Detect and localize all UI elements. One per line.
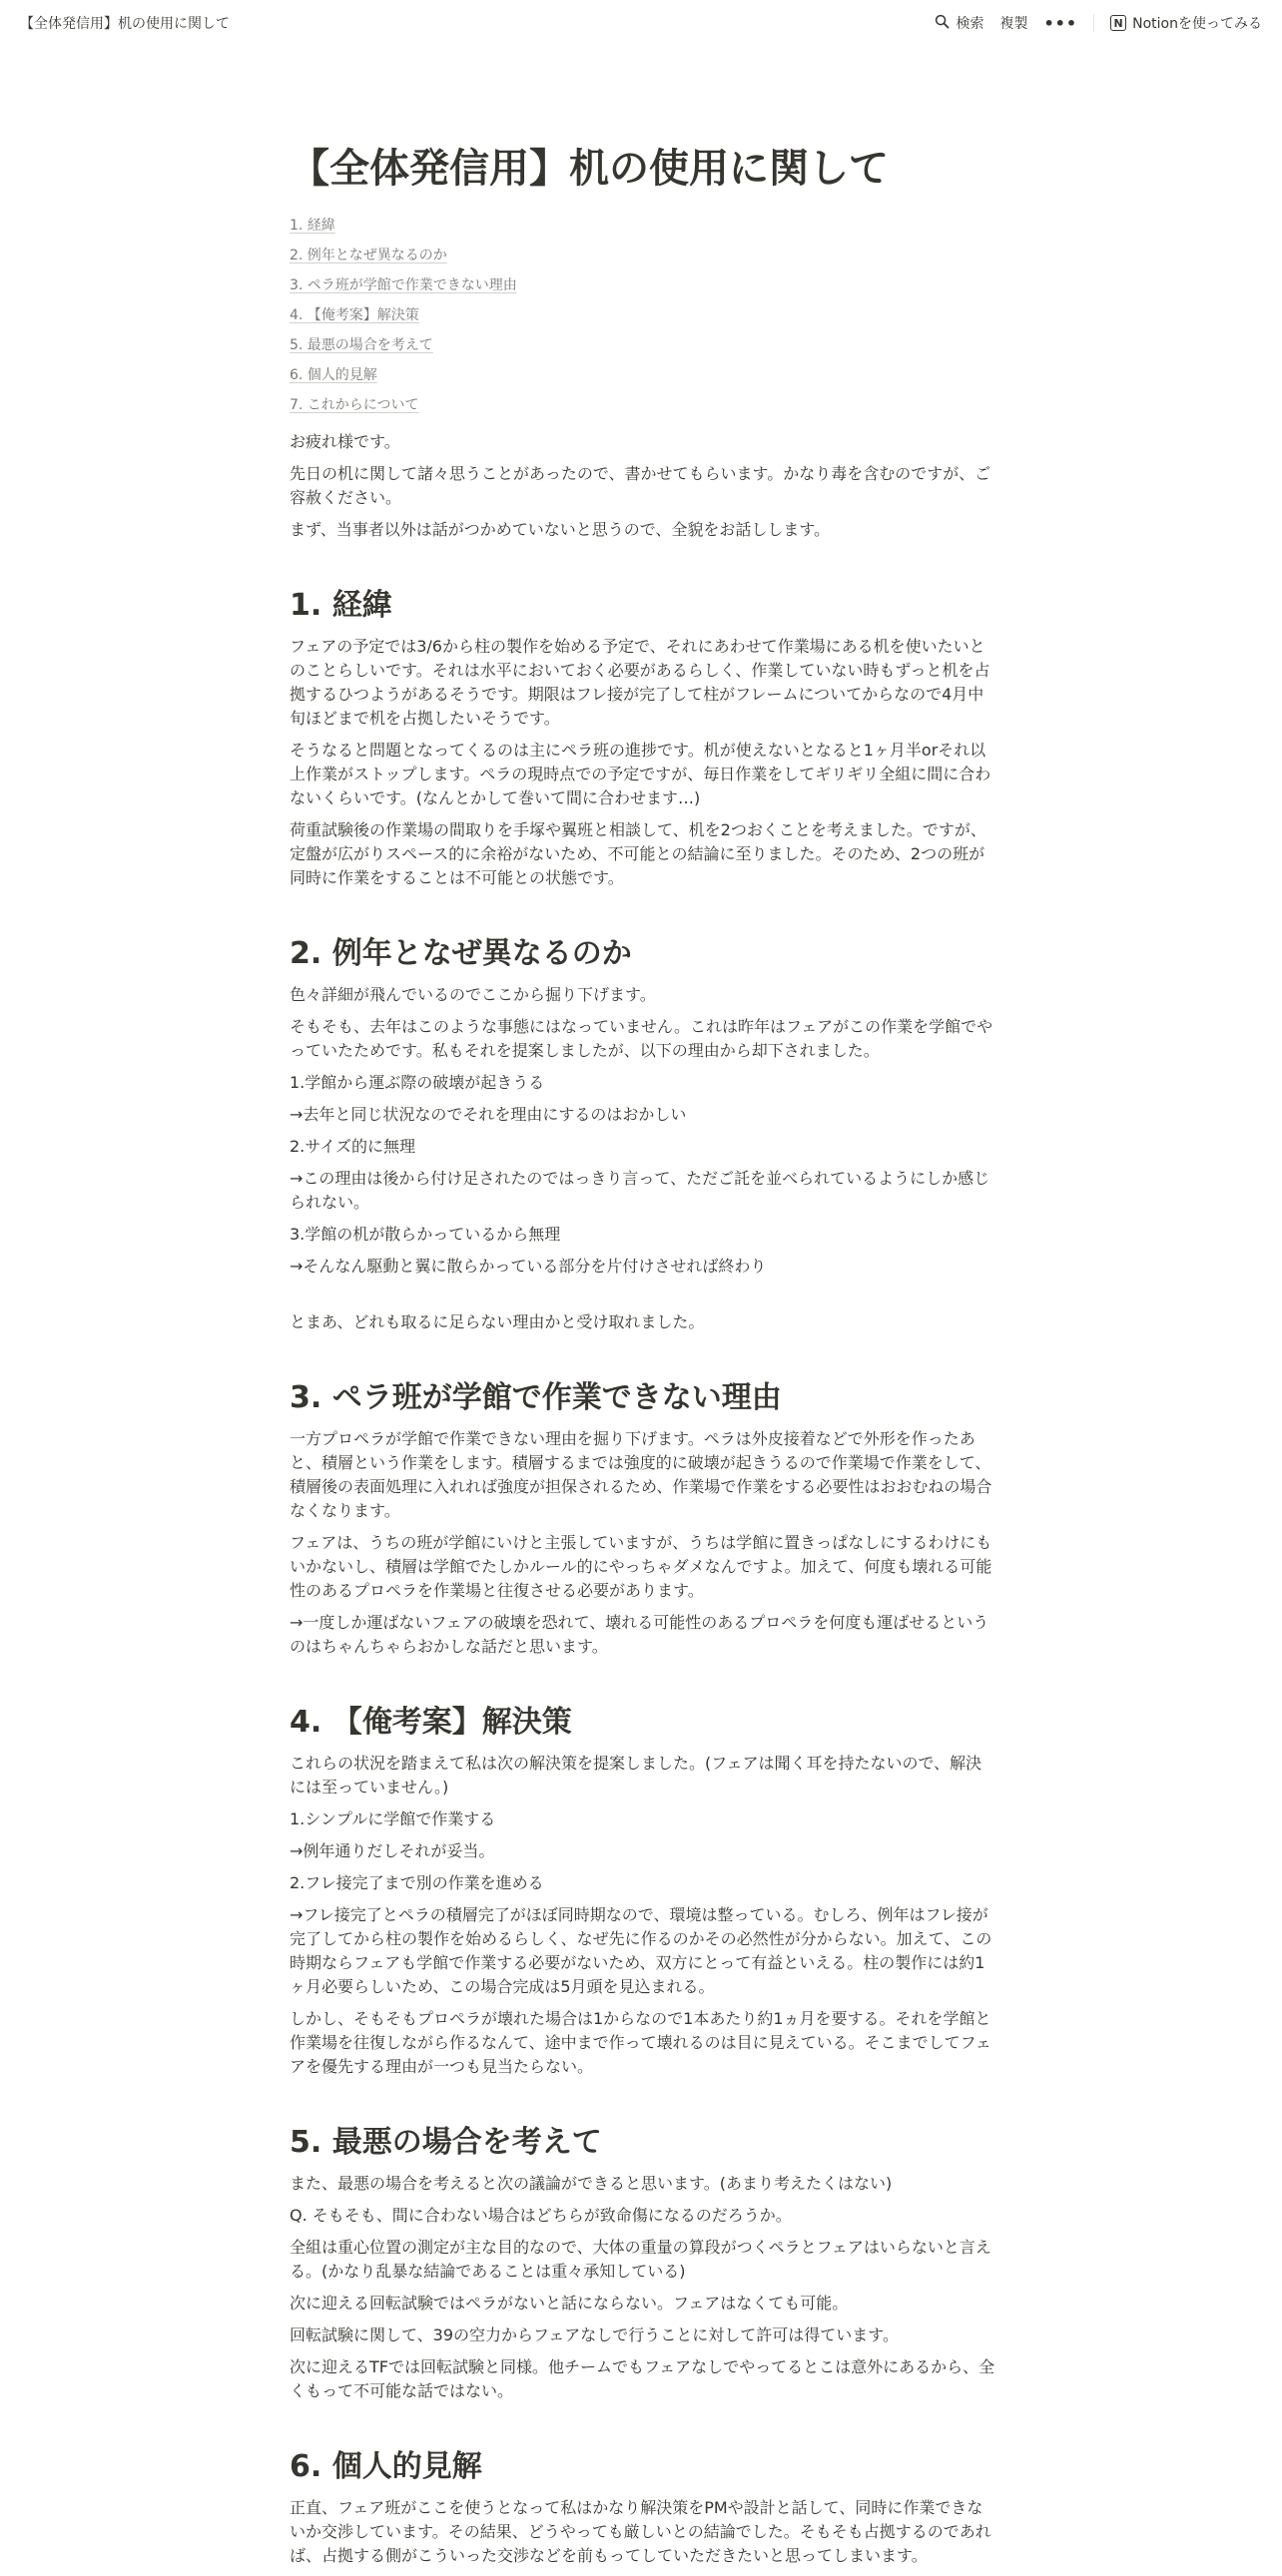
paragraph: そもそも、去年はこのような事態にはなっていません。これは昨年はフェアがこの作業を学館でやっていたためです。私もそれを提案しましたが、以下の理由から却下されました。 bbox=[290, 1017, 993, 1060]
paragraph: 回転試験に関して、39の空力からフェアなしで行うことに対して許可は得ています。 bbox=[290, 2325, 899, 2344]
section-heading: 1. 経緯 bbox=[290, 588, 392, 623]
paragraph: 次に迎える回転試験ではペラがないと話にならない。フェアはなくても可能。 bbox=[290, 2294, 849, 2313]
paragraph: 色々詳細が飛んでいるのでここから掘り下げます。 bbox=[290, 985, 656, 1004]
duplicate-button[interactable] bbox=[999, 13, 1027, 33]
more-icon: ••• bbox=[1043, 13, 1078, 33]
section-heading: 5. 最悪の場合を考えて bbox=[290, 2125, 602, 2160]
paragraph: 一方プロペラが学館で作業できない理由を掘り下げます。ペラは外皮接着などで外形を作ったあと、積層という作業をします。積層するまでは強度的に破壊が起きうるので作業場で作業をして、積層後の表面処理に入れれば強度が担保されるため、作業場で作業をする必要性はおおむねの場合なくなります。 bbox=[290, 1429, 992, 1520]
paragraph: 荷重試験後の作業場の間取りを手塚や翼班と相談して、机を2つおくことを考えました。ですが、定盤が広がりスペース的に余裕がないため、不可能との結論に至りました。そのため、2つの班が同時に作業をすることは不可能との状態です。 bbox=[290, 820, 986, 887]
duplicate-label: 複製 bbox=[999, 16, 1028, 32]
search-label: 検索 bbox=[956, 16, 984, 32]
toc-link[interactable]: 4. 【俺考案】解決策 bbox=[290, 307, 419, 323]
paragraph: これらの状況を踏まえて私は次の解決策を提案しました。(フェアは聞く耳を持たないので、解決には至っていません。) bbox=[290, 1754, 982, 1797]
top-bar bbox=[0, 0, 1282, 46]
paragraph: 次に迎えるTFでは回転試験と同様。他チームでもフェアなしでやってるとこは意外にあるから、全くもって不可能な話ではない。 bbox=[290, 2357, 995, 2400]
page-title: 【全体発信用】机の使用に関して bbox=[290, 146, 889, 192]
paragraph: 2.サイズ的に無理 bbox=[290, 1137, 415, 1156]
section-heading: 2. 例年となぜ異なるのか bbox=[290, 936, 632, 971]
paragraph: 全組は重心位置の測定が主な目的なので、大体の重量の算段がつくペラとフェアはいらないと言える。(かなり乱暴な結論であることは重々承知している) bbox=[290, 2238, 991, 2281]
topbar-actions bbox=[935, 13, 1262, 33]
page-content bbox=[290, 145, 996, 2576]
paragraph: Q. そもそも、間に合わない場合はどちらが致命傷になるのだろうか。 bbox=[290, 2206, 792, 2225]
toc-link[interactable]: 2. 例年となぜ異なるのか bbox=[290, 248, 447, 263]
search-button[interactable] bbox=[935, 13, 983, 33]
paragraph: しかし、そもそもプロペラが壊れた場合は1からなので1本あたり約1ヵ月を要する。それを学館と作業場を往復しながら作るなんて、途中まで作って壊れるのは目に見えている。そこまでしてフェアを優先する理由が一つも見当たらない。 bbox=[290, 2009, 991, 2076]
paragraph: そうなると問題となってくるのは主にペラ班の進捗です。机が使えないとなると1ヶ月半orそれ以上作業がストップします。ペラの現時点での予定ですが、毎日作業をしてギリギリ全組に間に合わないくらいです。(なんとかして巻いて間に合わせます…) bbox=[290, 741, 991, 807]
topbar-divider bbox=[1093, 14, 1094, 32]
paragraph: フェアは、うちの班が学館にいけと主張していますが、うちは学館に置きっぱなしにするわけにもいかないし、積層は学館でたしかルール的にやっちゃダメなんですよ。加えて、何度も壊れる可能性のあるプロペラを作業場と往復させる必要があります。 bbox=[290, 1533, 992, 1600]
empty-paragraph bbox=[290, 1287, 996, 1310]
paragraph: 正直、フェア班がここを使うとなって私はかなり解決策をPMや設計と話して、同時に作業できないか交渉しています。その結果、どうやっても厳しいとの結論でした。そもそも占拠するのであれば、占拠する側がこういった交渉などを前もってしていただきたいと思ってしまいます。 bbox=[290, 2498, 991, 2565]
paragraph: また、最悪の場合を考えると次の議論ができると思います。(あまり考えたくはない) bbox=[290, 2174, 893, 2193]
toc-link[interactable]: 1. 経緯 bbox=[290, 218, 335, 234]
toc-link[interactable]: 5. 最悪の場合を考えて bbox=[290, 337, 433, 353]
paragraph: 先日の机に関して諸々思うことがあったので、書かせてもらいます。かなり毒を含むのですが、ご容赦ください。 bbox=[290, 464, 991, 507]
paragraph: →例年通りだしそれが妥当。 bbox=[290, 1841, 495, 1860]
more-options-button[interactable] bbox=[1043, 14, 1077, 33]
paragraph: →そんなん駆動と翼に散らかっている部分を片付けさせれば終わり bbox=[290, 1257, 767, 1276]
paragraph: →一度しか運ばないフェアの破壊を恐れて、壊れる可能性のあるプロペラを何度も運ばせるというのはちゃんちゃらおかしな話だと思います。 bbox=[290, 1613, 989, 1656]
paragraph: →この理由は後から付け足されたのではっきり言って、ただご託を並べられているようにしか感じられない。 bbox=[290, 1169, 990, 1212]
notion-logo-icon: N bbox=[1110, 15, 1126, 31]
section-heading: 6. 個人的見解 bbox=[290, 2449, 482, 2484]
search-icon bbox=[935, 14, 950, 33]
paragraph: →去年と同じ状況なのでそれを理由にするのはおかしい bbox=[290, 1105, 687, 1124]
section-heading: 4. 【俺考案】解決策 bbox=[290, 1705, 572, 1740]
toc-link[interactable]: 7. これからについて bbox=[290, 397, 419, 413]
table-of-contents bbox=[290, 211, 996, 420]
paragraph: フェアの予定では3/6から柱の製作を始める予定で、それにあわせて作業場にある机を使いたいとのことらしいです。それは水平においておく必要があるらしく、作業していない時もずっと机を占拠するひつようがあるそうです。期限はフレ接が完了して柱がフレームについてからなので4月中旬ほどまで机を占拠したいそうです。 bbox=[290, 637, 990, 728]
section-heading: 3. ペラ班が学館で作業できない理由 bbox=[290, 1380, 782, 1415]
paragraph: まず、当事者以外は話がつかめていないと思うので、全貌をお話しします。 bbox=[290, 520, 831, 539]
paragraph: →フレ接完了とペラの積層完了がほぼ同時期なので、環境は整っている。むしろ、例年はフレ接が完了してから柱の製作を始めるらしく、なぜ先に作るのかその必然性が分からない。加えて、この時期ならフェアも学館で作業する必要がないため、双方にとって有益といえる。柱の製作には約1ヶ月必要らしいため、この場合完成は5月頭を見込まれる。 bbox=[290, 1905, 992, 1996]
paragraph: 2.フレ接完了まで別の作業を進める bbox=[290, 1873, 544, 1892]
paragraph: 1.シンプルに学館で作業する bbox=[290, 1809, 496, 1828]
paragraph: 1.学館から運ぶ際の破壊が起きうる bbox=[290, 1073, 545, 1092]
paragraph: とまあ、どれも取るに足らない理由かと受け取れました。 bbox=[290, 1312, 705, 1331]
toc-link[interactable]: 3. ペラ班が学館で作業できない理由 bbox=[290, 277, 517, 293]
try-notion-button[interactable] bbox=[1110, 13, 1262, 33]
try-notion-label: Notionを使ってみる bbox=[1132, 16, 1262, 32]
paragraph: 3.学館の机が散らかっているから無理 bbox=[290, 1225, 561, 1244]
toc-link[interactable]: 6. 個人的見解 bbox=[290, 367, 377, 383]
breadcrumb[interactable]: 【全体発信用】机の使用に関して bbox=[20, 16, 230, 32]
paragraph: お疲れ様です。 bbox=[290, 432, 400, 451]
